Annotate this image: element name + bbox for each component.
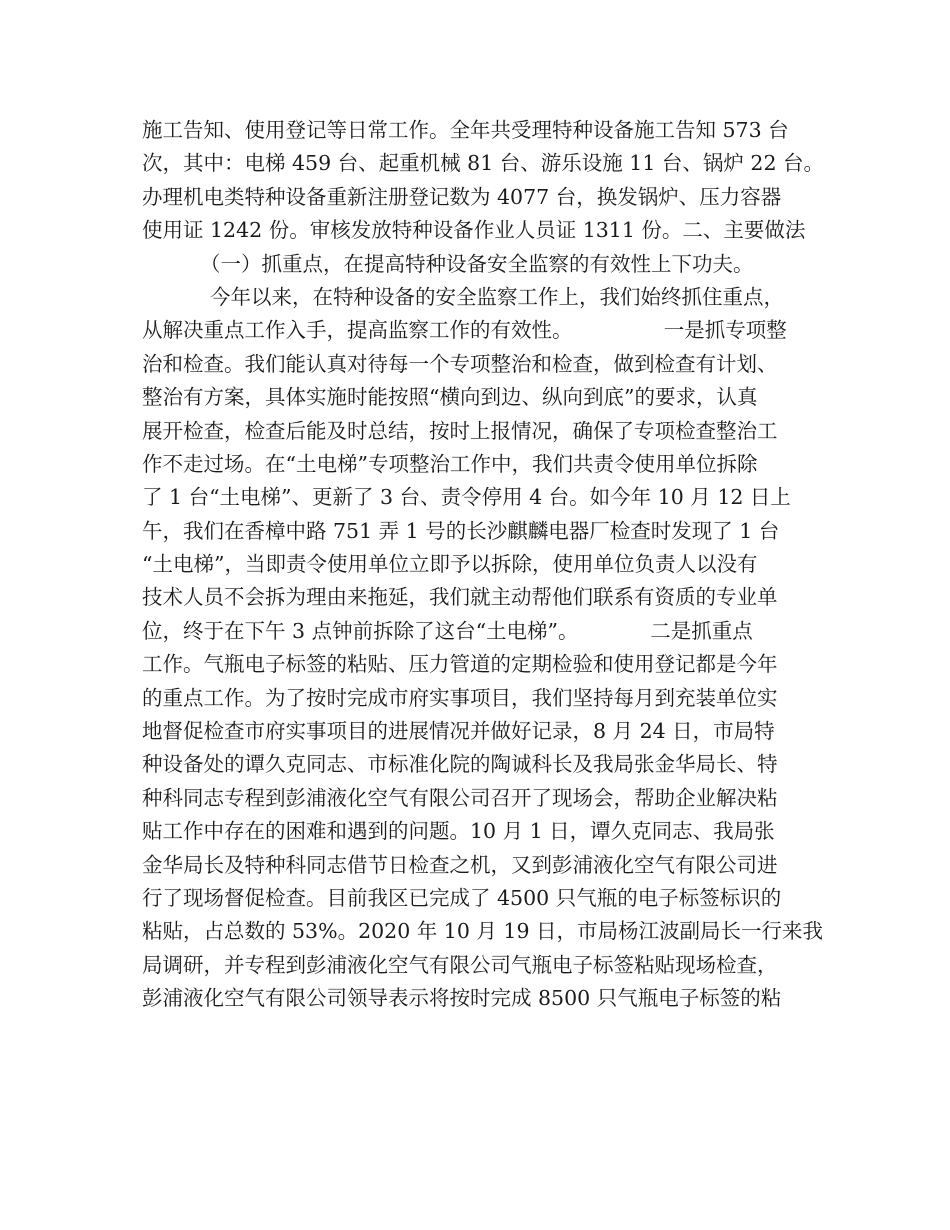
text-line: 技术人员不会拆为理由来拖延，我们就主动帮他们联系有资质的专业单 — [142, 585, 778, 610]
text-line: 整治有方案，具体实施时能按照“横向到边、纵向到底”的要求，认真 — [142, 385, 758, 410]
text-line: 办理机电类特种设备重新注册登记数为 4077 台，换发锅炉、压力容器 — [142, 184, 782, 209]
text-line: 从解决重点工作入手，提高监察工作的有效性。 一是抓专项整 — [142, 318, 787, 343]
text-line: 彭浦液化空气有限公司领导表示将按时完成 8500 只气瓶电子标签的粘 — [142, 986, 782, 1011]
text-line: 局调研，并专程到彭浦液化空气有限公司气瓶电子标签粘贴现场检查， — [142, 952, 778, 977]
text-line: 展开检查，检查后能及时总结，按时上报情况，确保了专项检查整治工 — [142, 418, 778, 443]
text-line: 行了现场督促检查。目前我区已完成了 4500 只气瓶的电子标签标识的 — [142, 885, 782, 910]
text-line: “土电梯”，当即责令使用单位立即予以拆除，使用单位负责人以没有 — [142, 552, 758, 577]
text-line: 的重点工作。为了按时完成市府实事项目，我们坚持每月到充装单位实 — [142, 685, 778, 710]
text-line: 工作。气瓶电子标签的粘贴、压力管道的定期检验和使用登记都是今年 — [142, 652, 778, 677]
text-line: 今年以来，在特种设备的安全监察工作上，我们始终抓住重点， — [210, 284, 784, 309]
text-line: 治和检查。我们能认真对待每一个专项整治和检查，做到检查有计划、 — [142, 351, 778, 376]
text-line: 种科同志专程到彭浦液化空气有限公司召开了现场会，帮助企业解决粘 — [142, 785, 778, 810]
text-line: 金华局长及特种科同志借节日检查之机，又到彭浦液化空气有限公司进 — [142, 852, 778, 877]
text-line: 了 1 台“土电梯”、更新了 3 台、责令停用 4 台。如今年 10 月 12 日上 — [142, 485, 791, 510]
text-line: 贴工作中存在的困难和遇到的问题。10 月 1 日，谭久克同志、我局张 — [142, 819, 775, 844]
text-line: 作不走过场。在“土电梯”专项整治工作中，我们共责令使用单位拆除 — [142, 451, 758, 476]
body-text — [142, 114, 828, 1016]
text-line: 粘贴，占总数的 53%。2020 年 10 月 19 日，市局杨江波副局长一行来我 — [142, 919, 824, 944]
text-line: 次，其中：电梯 459 台、起重机械 81 台、游乐设施 11 台、锅炉 22 台。 — [142, 151, 825, 176]
section-heading: （一）抓重点，在提高特种设备安全监察的有效性上下功夫。 — [200, 251, 754, 276]
text-line: 位，终于在下午 3 点钟前拆除了这台“土电梯”。 二是抓重点 — [142, 618, 753, 643]
text-line: 地督促检查市府实事项目的进展情况并做好记录，8 月 24 日，市局特 — [142, 719, 775, 744]
text-line: 午，我们在香樟中路 751 弄 1 号的长沙麒麟电器厂检查时发现了 1 台 — [142, 518, 780, 543]
text-line: 种设备处的谭久克同志、市标准化院的陶诚科长及我局张金华局长、特 — [142, 752, 778, 777]
text-line: 施工告知、使用登记等日常工作。全年共受理特种设备施工告知 573 台 — [142, 118, 789, 142]
text-line: 使用证 1242 份。审核发放特种设备作业人员证 1311 份。二、主要做法 — [142, 218, 806, 243]
